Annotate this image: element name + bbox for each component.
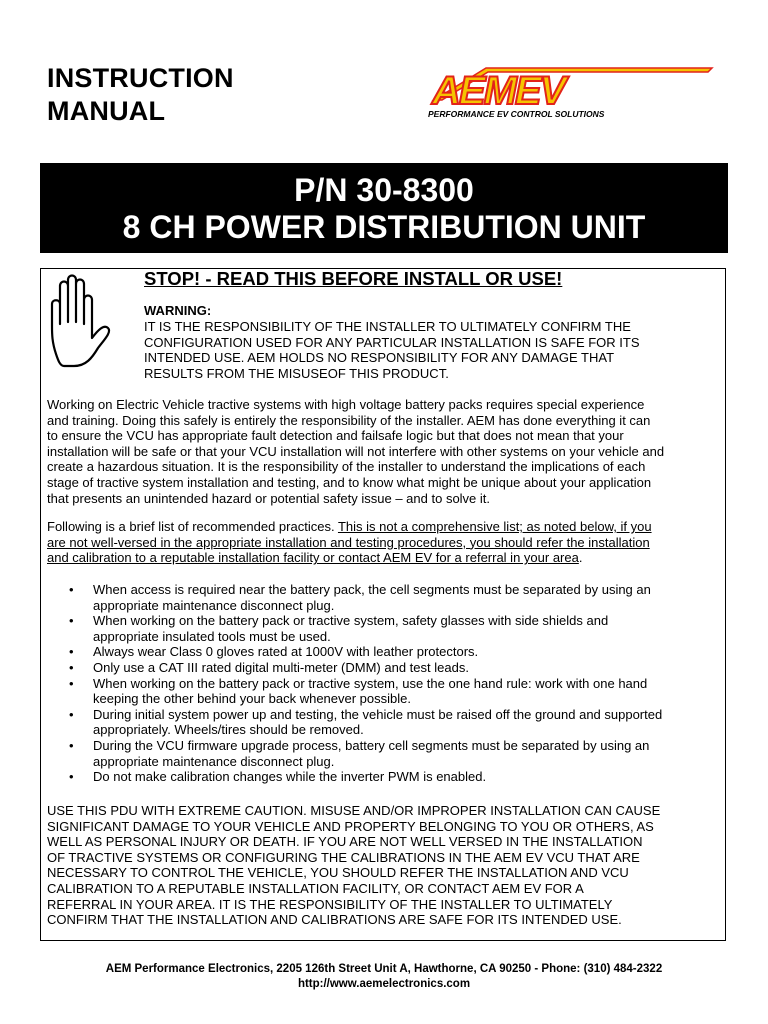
caution-line: SIGNIFICANT DAMAGE TO YOUR VEHICLE AND PROPERTY BELONGING TO YOU OR OTHERS, AS <box>47 818 654 834</box>
list-item <box>67 707 662 738</box>
caution-line: NECESSARY TO CONTROL THE VEHICLE, YOU SHOULD REFER THE INSTALLATION AND VCU <box>47 865 629 881</box>
warning-text <box>144 319 640 381</box>
caution-paragraph <box>47 803 660 928</box>
list-item-line: appropriate insulated tools must be used. <box>93 628 331 644</box>
list-item-line: appropriate maintenance disconnect plug. <box>93 597 335 613</box>
product-name: 8 CH POWER DISTRIBUTION UNIT <box>122 209 646 245</box>
list-item-line: • When working on the battery pack or tractive system, safety glasses with side shields and <box>93 613 609 629</box>
list-item-line: appropriately. Wheels/tires should be removed. <box>93 722 364 738</box>
manual-title <box>47 62 234 128</box>
following-paragraph <box>47 519 652 566</box>
intro-line: to ensure the VCU has appropriate fault detection and failsafe logic but that does not mean that your <box>47 428 624 444</box>
caution-line: CALIBRATION TO A REPUTABLE INSTALLATION FACILITY, OR CONTACT AEM EV FOR A <box>47 880 584 896</box>
list-item <box>67 644 662 660</box>
list-item <box>67 676 662 707</box>
intro-line: create a hazardous situation. It is the responsibility of the installer to understand the implications of each <box>47 459 646 475</box>
list-item-line: • Do not make calibration changes while the inverter PWM is enabled. <box>93 769 487 785</box>
intro-line: Working on Electric Vehicle tractive systems with high voltage battery packs requires special experience <box>47 397 645 412</box>
footer-address: AEM Performance Electronics, 2205 126th Street Unit A, Hawthorne, CA 90250 - Phone: (310) 484-2322 <box>105 963 663 975</box>
warning-line: RESULTS FROM THE MISUSEOF THIS PRODUCT. <box>144 365 449 381</box>
stop-hand-icon <box>46 274 112 370</box>
warning-line: CONFIGURATION USED FOR ANY PARTICULAR INSTALLATION IS SAFE FOR ITS <box>144 334 640 350</box>
footer-url[interactable]: http://www.aemelectronics.com <box>297 978 471 990</box>
logo-brand-mark: AEMEV <box>432 69 565 113</box>
list-item-line: • Always wear Class 0 gloves rated at 1000V with leather protectors. <box>93 644 479 660</box>
recommended-practices-list <box>67 582 662 785</box>
caution-line: USE THIS PDU WITH EXTREME CAUTION. MISUSE AND/OR IMPROPER INSTALLATION CAN CAUSE <box>47 803 661 818</box>
caution-line: REFERRAL IN YOUR AREA. IT IS THE RESPONSIBILITY OF THE INSTALLER TO ULTIMATELY <box>47 896 613 912</box>
intro-line: that presents an unintended hazard or potential safety issue – and to solve it. <box>47 490 491 506</box>
intro-line: and training. Doing this safely is entirely the responsibility of the installer. AEM has done everything it can <box>47 412 651 428</box>
list-item-line: • When working on the battery pack or tractive system, use the one hand rule: work with one hand <box>93 675 648 691</box>
part-number: P/N 30-8300 <box>294 172 474 208</box>
product-banner <box>40 163 728 253</box>
manual-title-line-2: MANUAL <box>47 96 166 126</box>
caution-line: CONFIRM THAT THE INSTALLATION AND CALIBRATIONS ARE SAFE FOR ITS INTENDED USE. <box>47 912 622 928</box>
following-underlined: and calibration to a reputable installation facility or contact AEM EV for a referral in your area <box>47 550 579 566</box>
list-item <box>67 613 662 644</box>
manual-title-line-1: INSTRUCTION <box>47 63 234 93</box>
list-item-line: • Only use a CAT III rated digital multi-meter (DMM) and test leads. <box>93 659 469 675</box>
following-underlined: are not well-versed in the appropriate installation and testing procedures, you should refer the installation <box>47 534 650 550</box>
list-item-line: • When access is required near the battery pack, the cell segments must be separated by using an <box>93 582 651 597</box>
warning-line: INTENDED USE. AEM HOLDS NO RESPONSIBILITY FOR ANY DAMAGE THAT <box>144 350 615 366</box>
intro-line: installation will be safe or that your VCU installation will not interfere with other systems on your vehicle and <box>47 443 665 459</box>
following-suffix: . <box>578 550 583 566</box>
aem-ev-logo <box>424 60 720 120</box>
warning-title: WARNING: <box>144 303 212 318</box>
intro-paragraph <box>47 397 664 506</box>
caution-line: OF TRACTIVE SYSTEMS OR CONFIGURING THE CALIBRATIONS IN THE AEM EV VCU THAT ARE <box>47 849 640 865</box>
list-item-line: • During initial system power up and testing, the vehicle must be raised off the ground and supported <box>93 706 663 722</box>
list-item <box>67 582 662 613</box>
warning-line: IT IS THE RESPONSIBILITY OF THE INSTALLER TO ULTIMATELY CONFIRM THE <box>144 319 631 334</box>
following-underlined: This is not a comprehensive list; as noted below, if you <box>337 519 652 534</box>
list-item <box>67 738 662 769</box>
following-prefix: Following is a brief list of recommended practices. <box>47 519 338 534</box>
list-item <box>67 769 662 785</box>
stop-heading: STOP! - READ THIS BEFORE INSTALL OR USE! <box>144 268 563 289</box>
list-item <box>67 660 662 676</box>
caution-line: WELL AS PERSONAL INJURY OR DEATH. IF YOU ARE NOT WELL VERSED IN THE INSTALLATION <box>47 834 643 850</box>
list-item-line: appropriate maintenance disconnect plug. <box>93 753 335 769</box>
list-item-line: keeping the other behind your back whenever possible. <box>93 691 411 707</box>
intro-line: stage of tractive system installation and testing, and to know what might be unique about your application <box>47 474 652 490</box>
list-item-line: • During the VCU firmware upgrade process, battery cell segments must be separated by using an <box>93 737 650 753</box>
logo-tagline: PERFORMANCE EV CONTROL SOLUTIONS <box>428 109 605 119</box>
